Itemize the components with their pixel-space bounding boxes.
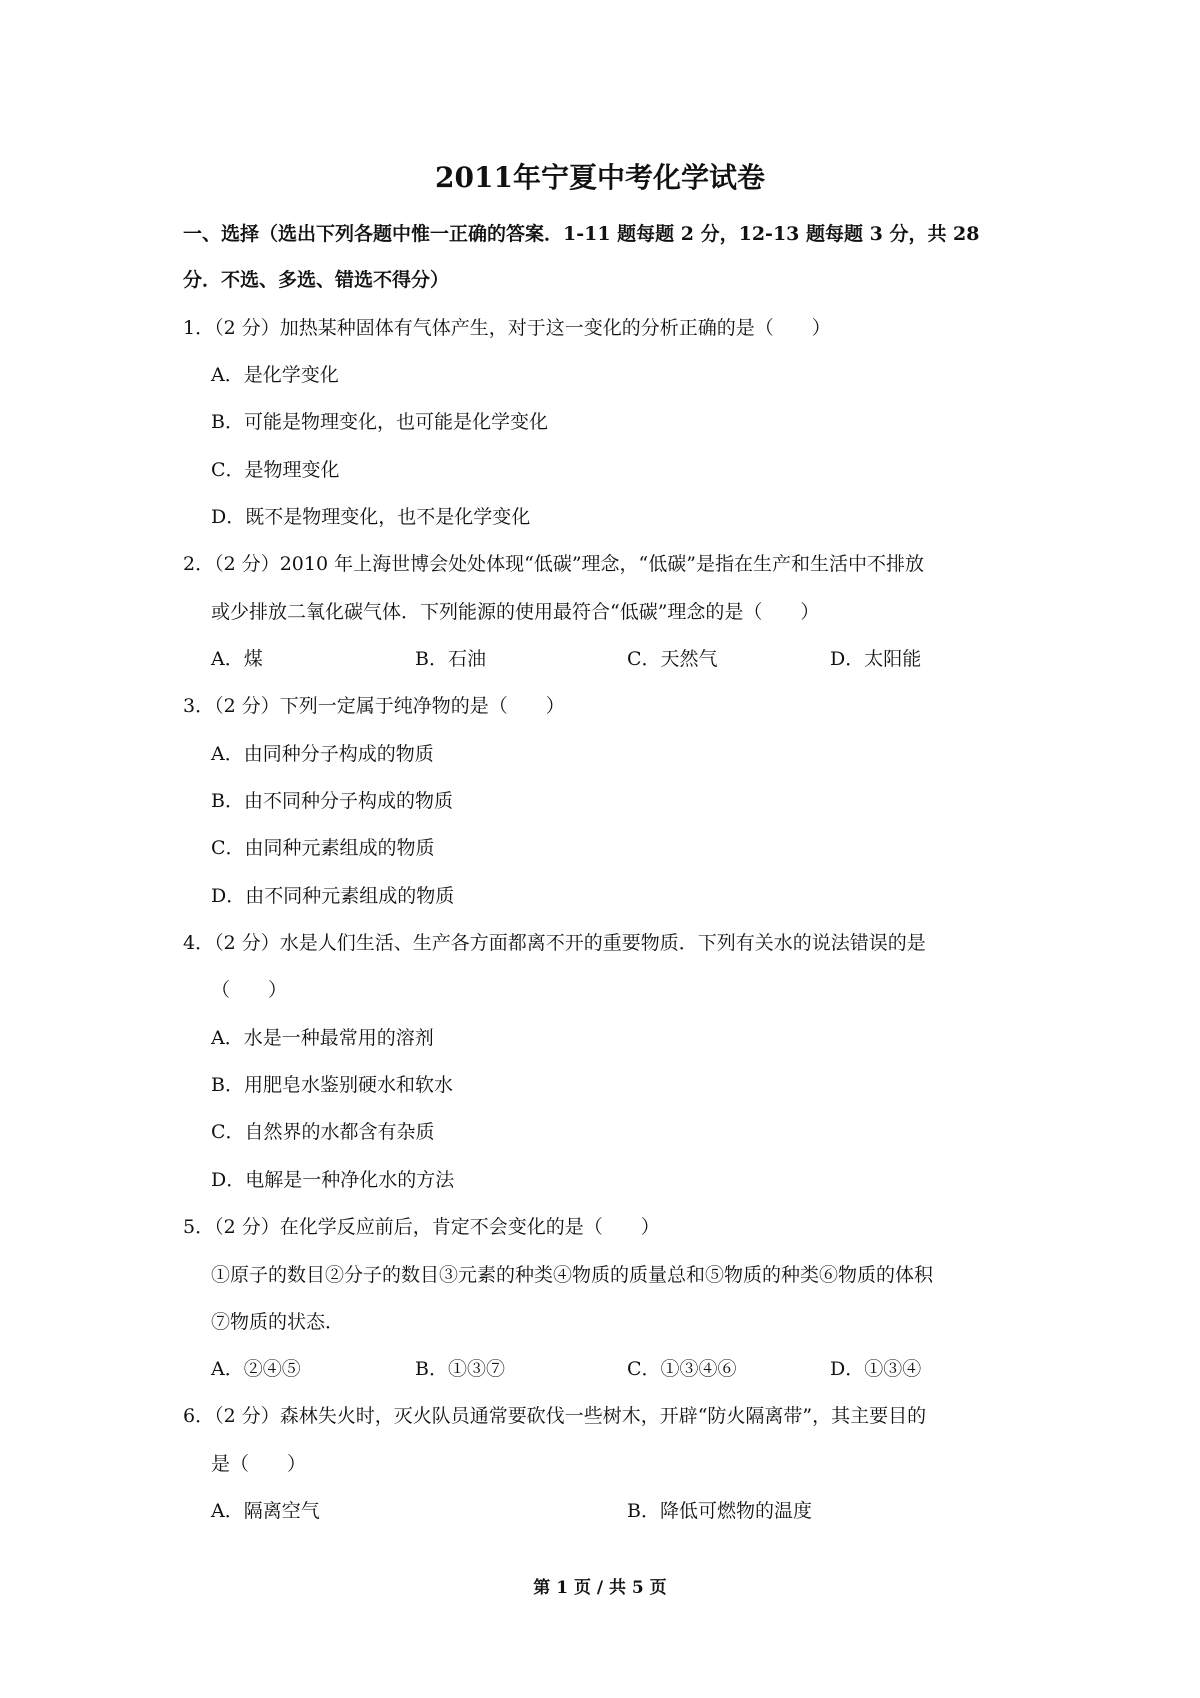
question-5-option-d: D．①③④ <box>830 1358 922 1380</box>
question-2-option-c: C．天然气 <box>627 648 718 670</box>
question-3-stem: 3．（2 分）下列一定属于纯净物的是（ ） <box>183 695 565 717</box>
question-4-stem: 4．（2 分）水是人们生活、生产各方面都离不开的重要物质．下列有关水的说法错误的是 <box>183 932 926 954</box>
question-2-option-d: D．太阳能 <box>830 648 922 670</box>
question-4-stem-continued: （ ） <box>211 979 288 1001</box>
question-1-option-b: B．可能是物理变化，也可能是化学变化 <box>211 411 548 433</box>
question-5-stem-continued-1: ①原子的数目②分子的数目③元素的种类④物质的质量总和⑤物质的种类⑥物质的体积 <box>211 1264 934 1286</box>
question-6-stem-continued: 是（ ） <box>211 1453 307 1475</box>
question-2-stem-continued: 或少排放二氧化碳气体．下列能源的使用最符合“低碳”理念的是（ ） <box>211 601 820 623</box>
question-4-option-c: C．自然界的水都含有杂质 <box>211 1121 435 1143</box>
question-2-option-a: A．煤 <box>211 648 263 670</box>
question-1-option-d: D．既不是物理变化，也不是化学变化 <box>211 506 531 528</box>
question-3-option-a: A．由同种分子构成的物质 <box>211 743 434 765</box>
question-4-option-a: A．水是一种最常用的溶剂 <box>211 1027 434 1049</box>
question-4-option-d: D．电解是一种净化水的方法 <box>211 1169 455 1191</box>
question-1-option-a: A．是化学变化 <box>211 364 339 386</box>
question-1-stem: 1．（2 分）加热某种固体有气体产生，对于这一变化的分析正确的是（ ） <box>183 317 831 339</box>
section-heading-line-2: 分．不选、多选、错选不得分） <box>183 269 450 291</box>
question-5-option-b: B．①③⑦ <box>415 1358 505 1380</box>
question-2-option-b: B．石油 <box>415 648 486 670</box>
page-footer <box>0 1576 1200 1600</box>
question-3-option-b: B．由不同种分子构成的物质 <box>211 790 453 812</box>
question-5-option-c: C．①③④⑥ <box>627 1358 737 1380</box>
question-5-option-a: A．②④⑤ <box>211 1358 301 1380</box>
question-5-stem: 5．（2 分）在化学反应前后，肯定不会变化的是（ ） <box>183 1216 660 1238</box>
question-4-option-b: B．用肥皂水鉴别硬水和软水 <box>211 1074 453 1096</box>
question-3-option-d: D．由不同种元素组成的物质 <box>211 885 455 907</box>
page-number-label: 第 1 页 / 共 5 页 <box>533 1578 667 1598</box>
section-heading-line-1: 一、选择（选出下列各题中惟一正确的答案．1-11 题每题 2 分，12-13 题每题 3 分，共 28 <box>183 223 980 245</box>
question-6-option-a: A．隔离空气 <box>211 1500 320 1522</box>
question-6-option-b: B．降低可燃物的温度 <box>627 1500 812 1522</box>
question-1-option-c: C．是物理变化 <box>211 459 340 481</box>
question-3-option-c: C．由同种元素组成的物质 <box>211 837 435 859</box>
question-5-stem-continued-2: ⑦物质的状态． <box>211 1311 345 1333</box>
question-2-stem: 2．（2 分）2010 年上海世博会处处体现“低碳”理念，“低碳”是指在生产和生活中不排放 <box>183 553 924 575</box>
question-6-stem: 6．（2 分）森林失火时，灭火队员通常要砍伐一些树木，开辟“防火隔离带”，其主要目的 <box>183 1405 927 1427</box>
page-title: 2011年宁夏中考化学试卷 <box>435 161 765 194</box>
